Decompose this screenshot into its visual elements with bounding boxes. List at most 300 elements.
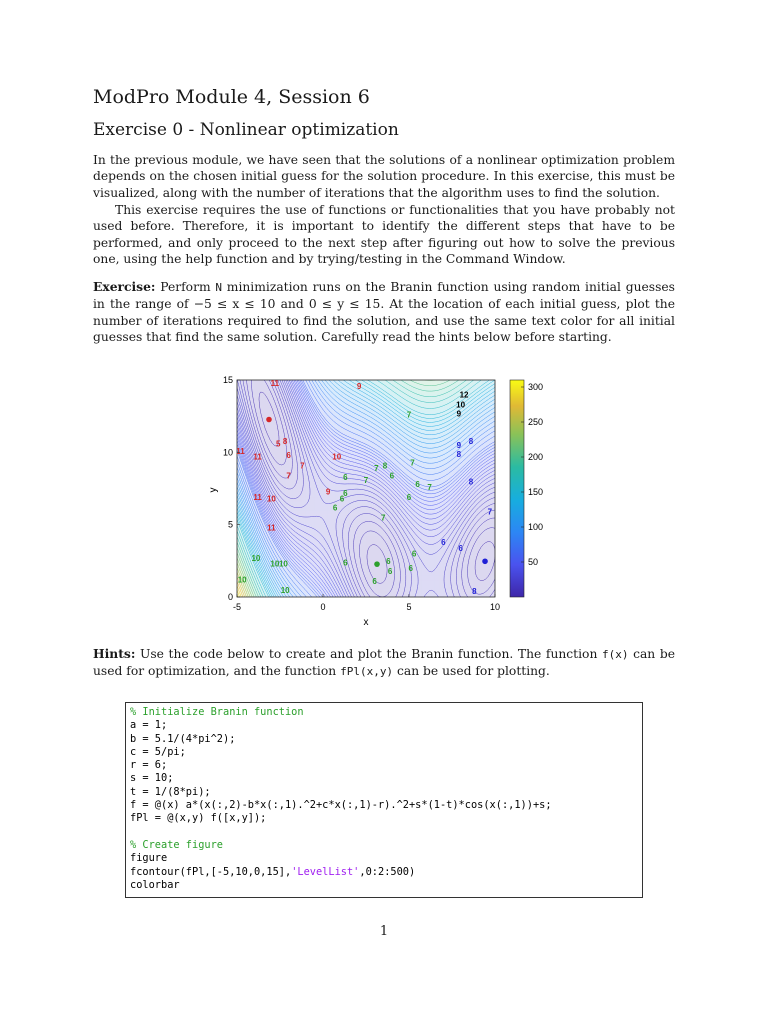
contour-cell bbox=[478, 562, 483, 567]
contour-cell bbox=[280, 458, 285, 463]
contour-cell bbox=[474, 484, 479, 489]
contour-cell bbox=[409, 541, 414, 546]
contour-cell bbox=[409, 393, 414, 398]
code-string: 'LevelList' bbox=[291, 865, 360, 878]
colorbar-tick-label: 300 bbox=[528, 382, 544, 392]
contour-cell bbox=[418, 445, 423, 450]
contour-cell bbox=[353, 571, 358, 576]
contour-cell bbox=[263, 449, 268, 454]
contour-cell bbox=[400, 571, 405, 576]
contour-cell bbox=[297, 480, 302, 485]
contour-cell bbox=[422, 545, 427, 550]
contour-cell bbox=[297, 497, 302, 502]
contour-cell bbox=[362, 489, 367, 494]
contour-cell bbox=[426, 562, 431, 567]
contour-cell bbox=[448, 502, 453, 507]
iteration-label: 11 bbox=[236, 446, 245, 456]
contour-cell bbox=[366, 510, 371, 515]
contour-cell bbox=[357, 480, 362, 485]
iteration-label: 9 bbox=[456, 441, 462, 451]
contour-cell bbox=[246, 384, 251, 389]
contour-cell bbox=[422, 584, 427, 589]
contour-cell bbox=[456, 536, 461, 541]
contour-cell bbox=[409, 528, 414, 533]
contour-cell bbox=[388, 384, 393, 389]
hints-paragraph bbox=[93, 646, 675, 681]
contour-cell bbox=[336, 475, 341, 480]
contour-cell bbox=[314, 510, 319, 515]
contour-cell bbox=[426, 467, 431, 472]
contour-cell bbox=[314, 497, 319, 502]
contour-cell bbox=[310, 480, 315, 485]
contour-cell bbox=[448, 545, 453, 550]
contour-cell bbox=[345, 528, 350, 533]
contour-cell bbox=[465, 523, 470, 528]
contour-cell bbox=[486, 549, 491, 554]
contour-cell bbox=[271, 419, 276, 424]
contour-cell bbox=[409, 515, 414, 520]
contour-cell bbox=[267, 393, 272, 398]
contour-cell bbox=[284, 484, 289, 489]
contour-cell bbox=[349, 475, 354, 480]
contour-cell bbox=[474, 549, 479, 554]
contour-cell bbox=[379, 484, 384, 489]
contour-cell bbox=[409, 441, 414, 446]
contour-cell bbox=[306, 519, 311, 524]
contour-cell bbox=[456, 571, 461, 576]
contour-cell bbox=[435, 454, 440, 459]
contour-cell bbox=[400, 567, 405, 572]
contour-cell bbox=[461, 532, 466, 537]
page-title: ModPro Module 4, Session 6 bbox=[93, 86, 370, 108]
contour-cell bbox=[271, 423, 276, 428]
contour-cell bbox=[263, 402, 268, 407]
iteration-label: 6 bbox=[389, 471, 395, 481]
contour-cell bbox=[413, 441, 418, 446]
contour-cell bbox=[383, 588, 388, 593]
contour-cell bbox=[426, 397, 431, 402]
contour-cell bbox=[271, 428, 276, 433]
contour-cell bbox=[302, 571, 307, 576]
contour-cell bbox=[271, 389, 276, 394]
contour-cell bbox=[392, 571, 397, 576]
contour-cell bbox=[448, 506, 453, 511]
contour-cell bbox=[370, 571, 375, 576]
contour-cell bbox=[310, 536, 315, 541]
contour-cell bbox=[323, 506, 328, 511]
contour-cell bbox=[478, 519, 483, 524]
contour-cell bbox=[297, 506, 302, 511]
contour-cell bbox=[379, 580, 384, 585]
contour-cell bbox=[349, 536, 354, 541]
contour-cell bbox=[302, 471, 307, 476]
colorbar-ticks bbox=[521, 382, 543, 567]
iteration-label: 6 bbox=[343, 472, 348, 482]
contour-cell bbox=[250, 384, 255, 389]
contour-cell bbox=[383, 523, 388, 528]
iteration-label: 8 bbox=[382, 461, 388, 471]
hints-label: Hints: bbox=[93, 646, 136, 661]
contour-cell bbox=[409, 475, 414, 480]
code-line: % Initialize Branin function bbox=[130, 706, 304, 718]
contour-cell bbox=[366, 428, 371, 433]
contour-cell bbox=[289, 567, 294, 572]
contour-cell bbox=[366, 502, 371, 507]
contour-cell bbox=[388, 389, 393, 394]
contour-cell bbox=[461, 575, 466, 580]
contour-cell bbox=[465, 562, 470, 567]
iteration-label: 10 bbox=[332, 452, 342, 462]
contour-cell bbox=[418, 402, 423, 407]
contour-cell bbox=[254, 393, 259, 398]
contour-cell bbox=[486, 441, 491, 446]
contour-cell bbox=[323, 432, 328, 437]
contour-cell bbox=[323, 519, 328, 524]
contour-cell bbox=[422, 406, 427, 411]
contour-cell bbox=[276, 475, 281, 480]
contour-cell bbox=[280, 445, 285, 450]
contour-cell bbox=[280, 484, 285, 489]
contour-cell bbox=[448, 549, 453, 554]
contour-cell bbox=[362, 558, 367, 563]
contour-cell bbox=[353, 449, 358, 454]
contour-cell bbox=[418, 571, 423, 576]
contour-cell bbox=[431, 575, 436, 580]
iteration-label: 10 bbox=[266, 494, 276, 504]
contour-cell bbox=[357, 502, 362, 507]
contour-cell bbox=[284, 462, 289, 467]
contour-cell bbox=[461, 467, 466, 472]
colorbar bbox=[510, 380, 524, 597]
contour-cell bbox=[254, 384, 259, 389]
contour-cell bbox=[370, 445, 375, 450]
contour-cell bbox=[469, 528, 474, 533]
contour-cell bbox=[314, 471, 319, 476]
contour-cell bbox=[289, 493, 294, 498]
contour-cell bbox=[431, 562, 436, 567]
contour-cell bbox=[306, 541, 311, 546]
contour-cell bbox=[469, 580, 474, 585]
contour-cell bbox=[482, 549, 487, 554]
contour-cell bbox=[439, 584, 444, 589]
contour-cell bbox=[478, 502, 483, 507]
contour-cell bbox=[379, 571, 384, 576]
y-axis-label: y bbox=[208, 487, 219, 493]
contour-cell bbox=[478, 541, 483, 546]
contour-cell bbox=[327, 497, 332, 502]
contour-cell bbox=[336, 484, 341, 489]
contour-cell bbox=[418, 584, 423, 589]
contour-cell bbox=[482, 423, 487, 428]
contour-cell bbox=[362, 458, 367, 463]
iteration-label: 7 bbox=[427, 483, 432, 493]
contour-cell bbox=[431, 475, 436, 480]
contour-cell bbox=[297, 489, 302, 494]
contour-cell bbox=[448, 571, 453, 576]
contour-cell bbox=[349, 497, 354, 502]
contour-cell bbox=[276, 415, 281, 420]
contour-cell bbox=[370, 549, 375, 554]
contour-cell bbox=[349, 532, 354, 537]
contour-cell bbox=[306, 510, 311, 515]
contour-cell bbox=[422, 588, 427, 593]
contour-cell bbox=[443, 519, 448, 524]
contour-cell bbox=[452, 554, 457, 559]
contour-cell bbox=[465, 454, 470, 459]
contour-cell bbox=[383, 380, 388, 385]
contour-cell bbox=[469, 571, 474, 576]
contour-cell bbox=[452, 584, 457, 589]
intro-paragraph-2: This exercise requires the use of functions or functionalities that you have probably not used before. Therefore, it is important to identify the different steps that have to be performed, and only proceed to the next step after figuring out how to solve the previous one, using the help function and by trying/testing in the Command Window. bbox=[93, 203, 675, 267]
contour-cell bbox=[435, 389, 440, 394]
code-line: a = 1; bbox=[130, 719, 168, 732]
contour-cell bbox=[409, 558, 414, 563]
contour-cell bbox=[478, 588, 483, 593]
contour-cell bbox=[306, 528, 311, 533]
iteration-label: 9 bbox=[456, 409, 462, 419]
contour-cell bbox=[366, 528, 371, 533]
contour-cell bbox=[310, 554, 315, 559]
contour-cell bbox=[332, 423, 337, 428]
contour-cell bbox=[336, 389, 341, 394]
contour-cell bbox=[418, 549, 423, 554]
contour-cell bbox=[443, 528, 448, 533]
contour-cell bbox=[327, 519, 332, 524]
contour-cell bbox=[293, 462, 298, 467]
contour-cell bbox=[340, 506, 345, 511]
contour-cell bbox=[366, 558, 371, 563]
contour-cell bbox=[435, 523, 440, 528]
contour-cell bbox=[345, 415, 350, 420]
contour-cell bbox=[422, 532, 427, 537]
contour-cell bbox=[349, 588, 354, 593]
contour-cell bbox=[383, 575, 388, 580]
contour-cell bbox=[388, 580, 393, 585]
contour-cell bbox=[388, 584, 393, 589]
contour-cell bbox=[478, 584, 483, 589]
contour-cell bbox=[435, 536, 440, 541]
contour-cell bbox=[375, 588, 380, 593]
contour-cell bbox=[357, 528, 362, 533]
contour-cell bbox=[413, 562, 418, 567]
contour-cell bbox=[379, 558, 384, 563]
contour-cell bbox=[302, 545, 307, 550]
contour-cell bbox=[259, 415, 264, 420]
contour-cell bbox=[426, 415, 431, 420]
contour-cell bbox=[310, 532, 315, 537]
contour-cell bbox=[327, 406, 332, 411]
contour-cell bbox=[426, 475, 431, 480]
code-line: % Create figure bbox=[130, 838, 223, 851]
contour-cell bbox=[426, 502, 431, 507]
contour-cell bbox=[452, 571, 457, 576]
contour-cell bbox=[482, 575, 487, 580]
contour-cell bbox=[388, 510, 393, 515]
contour-cell bbox=[383, 436, 388, 441]
contour-cell bbox=[319, 523, 324, 528]
contour-cell bbox=[370, 480, 375, 485]
contour-cell bbox=[418, 562, 423, 567]
contour-cell bbox=[478, 571, 483, 576]
contour-cell bbox=[383, 549, 388, 554]
contour-cell bbox=[486, 554, 491, 559]
contour-cell bbox=[289, 480, 294, 485]
contour-cell bbox=[336, 523, 341, 528]
contour-cell bbox=[392, 528, 397, 533]
contour-cell bbox=[409, 471, 414, 476]
contour-cell bbox=[314, 523, 319, 528]
contour-cell bbox=[280, 480, 285, 485]
contour-cell bbox=[418, 454, 423, 459]
contour-cell bbox=[486, 545, 491, 550]
contour-cell bbox=[375, 549, 380, 554]
contour-cell bbox=[293, 567, 298, 572]
contour-cell bbox=[392, 510, 397, 515]
contour-cell bbox=[452, 567, 457, 572]
contour-cell bbox=[439, 458, 444, 463]
contour-cell bbox=[379, 541, 384, 546]
contour-cell bbox=[370, 532, 375, 537]
contour-cell bbox=[340, 515, 345, 520]
iteration-label: 6 bbox=[339, 494, 345, 504]
contour-cell bbox=[276, 489, 281, 494]
exercise-heading: Exercise 0 - Nonlinear optimization bbox=[93, 120, 399, 140]
contour-cell bbox=[366, 580, 371, 585]
contour-cell bbox=[353, 523, 358, 528]
contour-cell bbox=[349, 484, 354, 489]
contour-cell bbox=[327, 523, 332, 528]
contour-cell bbox=[405, 515, 410, 520]
contour-cell bbox=[345, 523, 350, 528]
contour-cell bbox=[469, 519, 474, 524]
contour-cell bbox=[293, 454, 298, 459]
x-tick-label: 5 bbox=[406, 602, 412, 612]
contour-cell bbox=[310, 432, 315, 437]
contour-cell bbox=[254, 402, 259, 407]
contour-cell bbox=[465, 423, 470, 428]
contour-cell bbox=[267, 397, 272, 402]
contour-cell bbox=[413, 541, 418, 546]
contour-cell bbox=[392, 554, 397, 559]
minimum-marker bbox=[374, 561, 380, 567]
contour-cell bbox=[418, 467, 423, 472]
contour-cell bbox=[263, 384, 268, 389]
contour-cell bbox=[327, 545, 332, 550]
contour-cell bbox=[409, 389, 414, 394]
contour-cell bbox=[379, 545, 384, 550]
iteration-label: 6 bbox=[458, 543, 463, 553]
contour-cell bbox=[362, 502, 367, 507]
contour-cell bbox=[482, 541, 487, 546]
iteration-label: 7 bbox=[374, 464, 379, 474]
contour-cell bbox=[297, 515, 302, 520]
contour-cell bbox=[448, 536, 453, 541]
contour-cell bbox=[422, 558, 427, 563]
contour-cell bbox=[362, 567, 367, 572]
contour-cell bbox=[353, 519, 358, 524]
contour-cell bbox=[349, 515, 354, 520]
contour-cell bbox=[293, 467, 298, 472]
contour-cell bbox=[366, 536, 371, 541]
contour-cell bbox=[375, 415, 380, 420]
contour-cell bbox=[435, 567, 440, 572]
exercise-code-n: N bbox=[215, 281, 223, 294]
contour-cell bbox=[431, 506, 436, 511]
contour-cell bbox=[456, 475, 461, 480]
contour-cell bbox=[332, 519, 337, 524]
contour-cell bbox=[474, 562, 479, 567]
contour-cell bbox=[435, 402, 440, 407]
iteration-label: 7 bbox=[300, 461, 305, 471]
contour-cell bbox=[289, 441, 294, 446]
contour-cell bbox=[469, 567, 474, 572]
contour-cell bbox=[310, 545, 315, 550]
colorbar-tick-label: 200 bbox=[528, 452, 544, 462]
contour-cell bbox=[426, 558, 431, 563]
contour-cell bbox=[332, 484, 337, 489]
contour-cell bbox=[327, 389, 332, 394]
contour-cell bbox=[478, 554, 483, 559]
iteration-label: 7 bbox=[363, 475, 369, 485]
contour-cell bbox=[327, 449, 332, 454]
iteration-label: 10 bbox=[280, 585, 290, 595]
contour-cell bbox=[474, 384, 479, 389]
iteration-label: 6 bbox=[441, 538, 446, 548]
contour-cell bbox=[413, 523, 418, 528]
contour-cell bbox=[422, 523, 427, 528]
contour-cell bbox=[336, 528, 341, 533]
contour-cell bbox=[422, 480, 427, 485]
contour-cell bbox=[431, 415, 436, 420]
code-line: figure bbox=[130, 852, 168, 865]
contour-cell bbox=[362, 541, 367, 546]
y-tick-label: 0 bbox=[227, 592, 233, 602]
iteration-label: 6 bbox=[411, 549, 417, 559]
hints-text-a: Use the code below to create and plot the Branin function. The function bbox=[139, 647, 598, 661]
contour-cell bbox=[263, 406, 268, 411]
branin-contour-plot bbox=[200, 372, 560, 632]
contour-cell bbox=[327, 454, 332, 459]
contour-cell bbox=[353, 502, 358, 507]
colorbar-tick-label: 150 bbox=[528, 487, 544, 497]
code-line: c = 5/pi; bbox=[130, 745, 186, 758]
contour-cell bbox=[426, 445, 431, 450]
contour-cell bbox=[482, 493, 487, 498]
contour-cell bbox=[426, 384, 431, 389]
contour-cell bbox=[267, 549, 272, 554]
contour-cell bbox=[289, 462, 294, 467]
contour-cell bbox=[332, 493, 337, 498]
contour-cell bbox=[259, 588, 264, 593]
contour-cell bbox=[418, 588, 423, 593]
contour-cell bbox=[267, 432, 272, 437]
contour-cell bbox=[302, 497, 307, 502]
contour-cell bbox=[250, 397, 255, 402]
contour-cell bbox=[345, 584, 350, 589]
hints-code-f: f(x) bbox=[601, 648, 629, 661]
contour-cell bbox=[478, 528, 483, 533]
contour-cell bbox=[465, 532, 470, 537]
contour-cell bbox=[469, 532, 474, 537]
contour-cell bbox=[366, 436, 371, 441]
contour-cell bbox=[478, 558, 483, 563]
contour-cell bbox=[431, 567, 436, 572]
contour-cell bbox=[284, 445, 289, 450]
contour-cell bbox=[439, 571, 444, 576]
iteration-label: 11 bbox=[253, 452, 262, 462]
contour-cell bbox=[297, 571, 302, 576]
contour-cell bbox=[353, 510, 358, 515]
